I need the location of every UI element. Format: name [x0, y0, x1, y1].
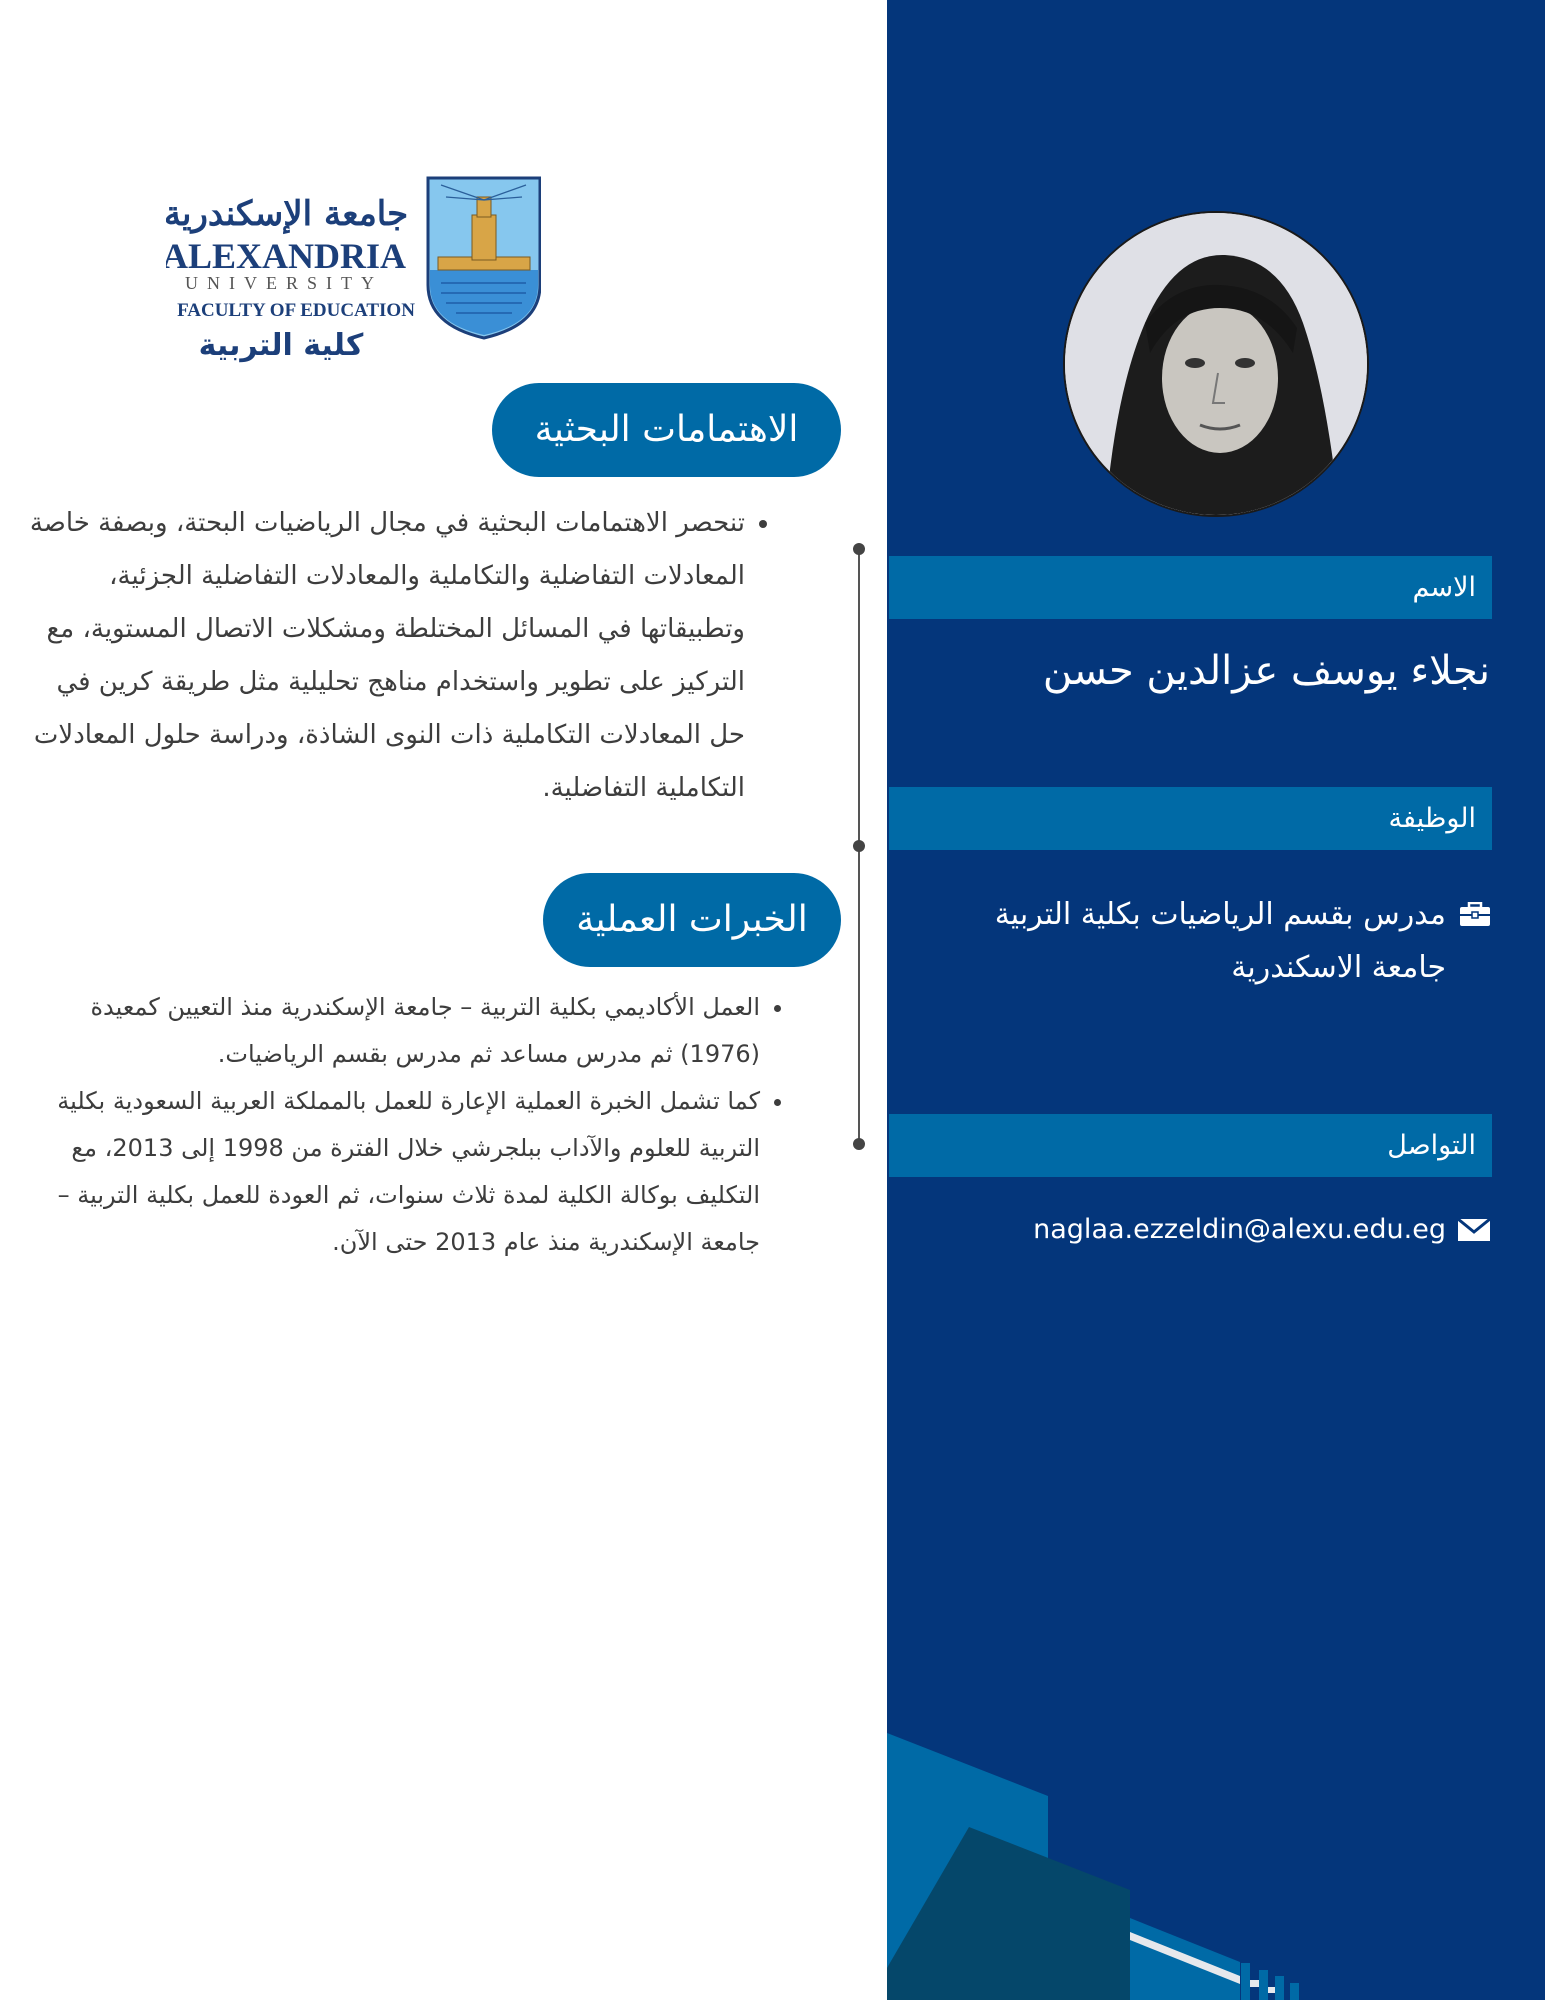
logo-arabic-university: جامعة الإسكندرية — [166, 194, 409, 234]
email-entry[interactable] — [1033, 1214, 1490, 1245]
decorative-shapes — [887, 1700, 1545, 2000]
email-address[interactable]: naglaa.ezzeldin@alexu.edu.eg — [1033, 1214, 1446, 1245]
research-interests-heading: الاهتمامات البحثية — [492, 383, 841, 477]
research-interests-list — [23, 497, 779, 815]
list-item: • كما تشمل الخبرة العملية الإعارة للعمل بالمملكة العربية السعودية بكلية التربية للعلوم والآداب ببلجرشي خلال الفترة من 1998 إلى 2013، مع التكليف بوكالة الكلية لمدة ثلاث سنوات، ثم العودة للعمل بكلية التربية – جامعة الإسكندرية منذ عام 2013 حتى الآن. — [19, 1078, 760, 1266]
timeline-dot — [853, 840, 865, 852]
logo-arabic-faculty: كلية التربية — [198, 328, 364, 363]
list-item: • العمل الأكاديمي بكلية التربية – جامعة الإسكندرية منذ التعيين كمعيدة (1976) ثم مدرس مساعد ثم مدرس بقسم الرياضيات. — [19, 984, 760, 1078]
work-experience-list — [19, 984, 794, 1266]
job-label: الوظيفة — [889, 787, 1492, 850]
job-entry — [930, 888, 1490, 994]
job-title: مدرس بقسم الرياضيات بكلية التربية جامعة الاسكندرية — [994, 897, 1446, 985]
lighthouse-shield-icon — [428, 178, 540, 338]
briefcase-icon — [1460, 902, 1490, 926]
alexandria-university-logo — [166, 175, 541, 370]
logo-university: ALEXANDRIA — [166, 236, 407, 276]
profile-photo — [1063, 211, 1369, 517]
logo-university-sub: UNIVERSITY — [185, 273, 383, 293]
timeline-dot — [853, 1138, 865, 1150]
list-item: • تنحصر الاهتمامات البحثية في مجال الرياضيات البحتة، وبصفة خاصة المعادلات التفاضلية والتكاملية والمعادلات التفاضلية الجزئية، وتطبيقاتها في المسائل المختلطة ومشكلات الاتصال المستوية، مع التركيز على تطوير واستخدام مناهج تحليلية مثل طريقة كرين في حل المعادلات التكاملية ذات النوى الشاذة، ودراسة حلول المعادلات التكاملية التفاضلية. — [23, 497, 745, 815]
envelope-icon — [1458, 1219, 1490, 1241]
timeline-dot — [853, 543, 865, 555]
contact-label: التواصل — [889, 1114, 1492, 1177]
person-name: نجلاء يوسف عزالدين حسن — [1042, 648, 1490, 694]
logo-faculty: FACULTY OF EDUCATION — [177, 300, 415, 321]
name-label: الاسم — [889, 556, 1492, 619]
work-experience-heading: الخبرات العملية — [543, 873, 841, 967]
